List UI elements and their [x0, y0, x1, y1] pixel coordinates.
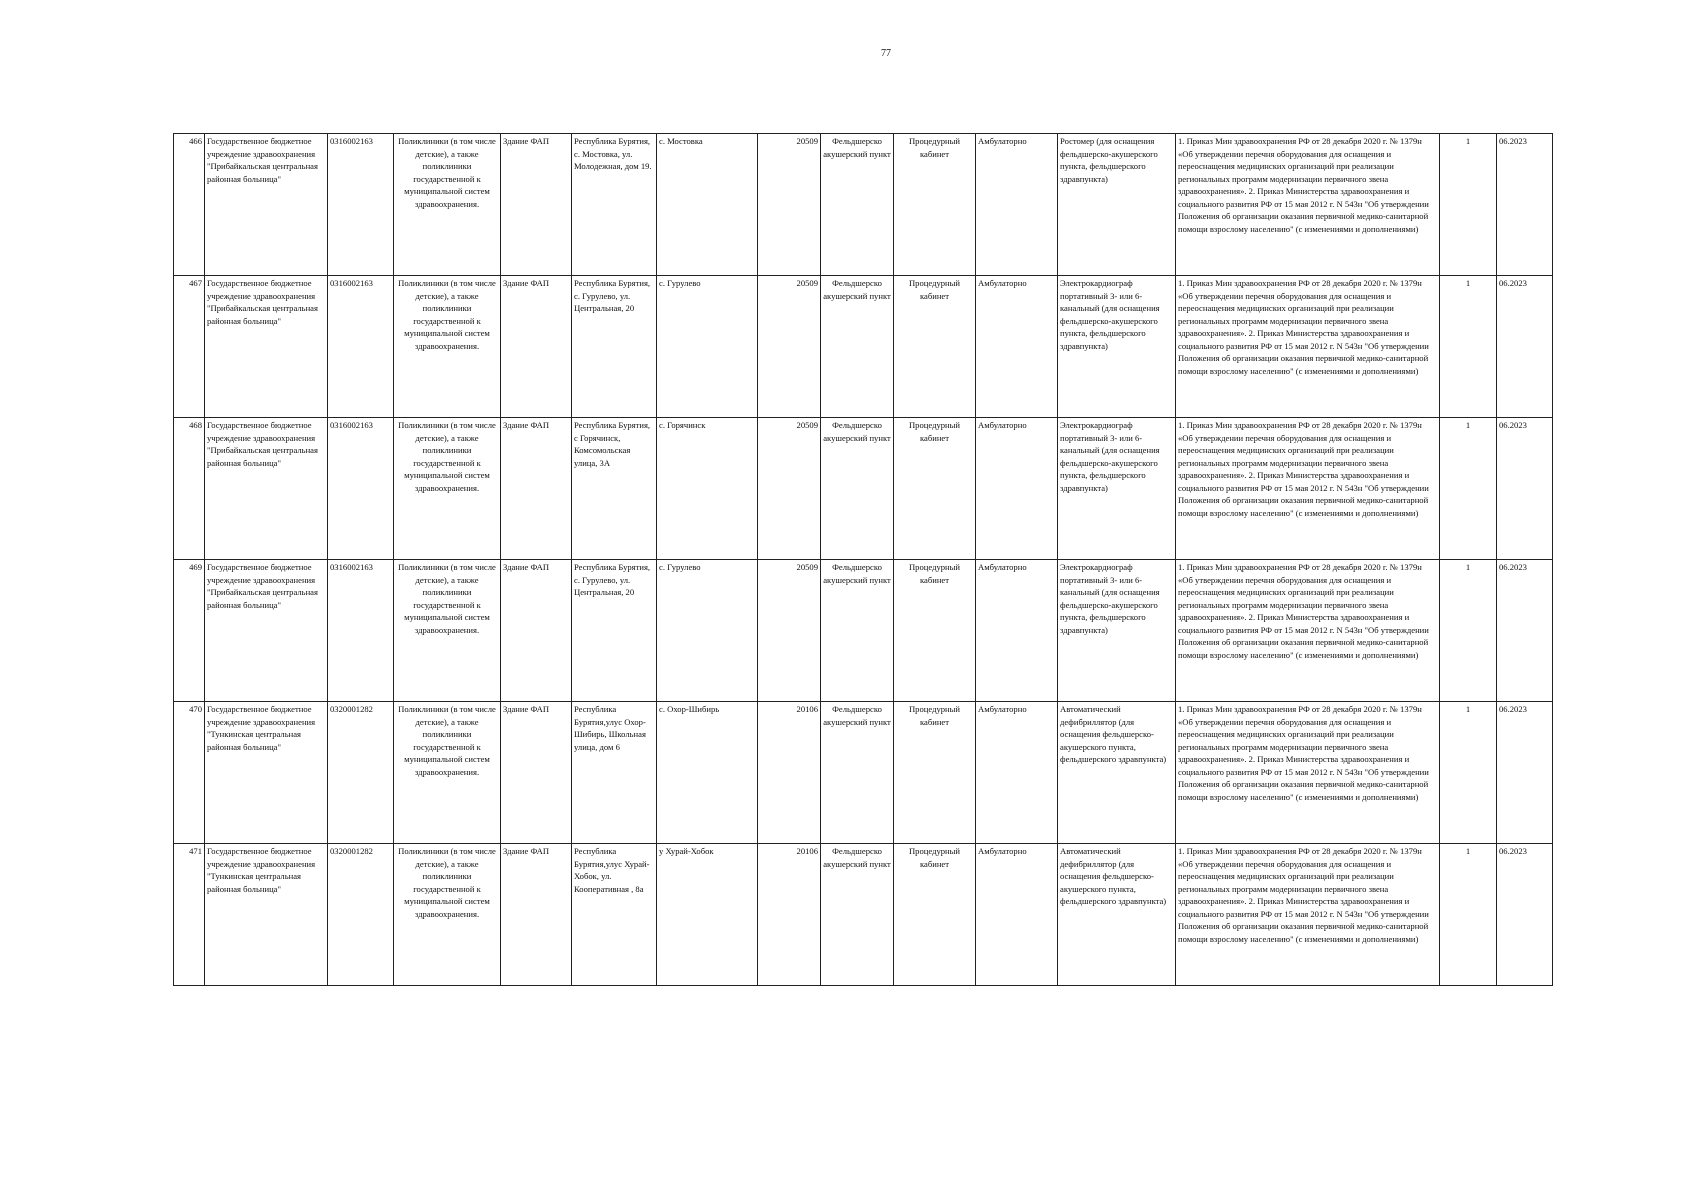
room: Процедурный кабинет: [894, 418, 976, 560]
inn: 0320001282: [328, 844, 394, 986]
care-form: Амбулаторно: [976, 702, 1058, 844]
legal-basis: 1. Приказ Мин здравоохранения РФ от 28 декабря 2020 г. № 1379н «Об утверждении перечня оборудования для оснащения и переоснащения медицинских организаций при реализации региональных программ модернизации первичного звена здравоохранения». 2. Приказ Министерства здравоохранения и социального развития РФ от 15 мая 2012 г. N 543н "Об утверждении Положения об организации оказания первичной медико-санитарной помощи взрослому населению" (с изменениями и дополнениями): [1176, 844, 1440, 986]
settlement: у Хурай-Хобок: [657, 844, 758, 986]
building: Здание ФАП: [501, 560, 572, 702]
care-form: Амбулаторно: [976, 276, 1058, 418]
address: Республика Бурятия,улус Охор-Шибирь, Школьная улица, дом 6: [572, 702, 657, 844]
care-form: Амбулаторно: [976, 560, 1058, 702]
equipment: Электрокардиограф портативный 3- или 6-канальный (для оснащения фельдшерско-акушерского пункта, фельдшерского здравпункта): [1058, 560, 1176, 702]
facility-type: Поликлиники (в том числе детские), а также поликлиники государственной к муниципальной систем здравоохранения.: [394, 276, 501, 418]
row-number: 466: [174, 134, 205, 276]
table-row: [174, 276, 1553, 418]
inn: 0316002163: [328, 134, 394, 276]
room: Процедурный кабинет: [894, 844, 976, 986]
date: 06.2023: [1497, 702, 1553, 844]
equipment: Ростомер (для оснащения фельдшерско-акушерского пункта, фельдшерского здравпункта): [1058, 134, 1176, 276]
unit: Фельдшерско акушерский пункт: [821, 134, 894, 276]
address: Республика Бурятия, с Горячинск, Комсомольская улица, 3А: [572, 418, 657, 560]
table-row: [174, 418, 1553, 560]
inn: 0320001282: [328, 702, 394, 844]
facility-type: Поликлиники (в том числе детские), а также поликлиники государственной к муниципальной систем здравоохранения.: [394, 844, 501, 986]
row-number: 471: [174, 844, 205, 986]
facility-type: Поликлиники (в том числе детские), а также поликлиники государственной к муниципальной систем здравоохранения.: [394, 560, 501, 702]
table-row: [174, 844, 1553, 986]
inn: 0316002163: [328, 276, 394, 418]
row-number: 470: [174, 702, 205, 844]
page-number: 77: [881, 48, 891, 59]
quantity: 1: [1440, 134, 1497, 276]
inn: 0316002163: [328, 560, 394, 702]
care-form: Амбулаторно: [976, 844, 1058, 986]
legal-basis: 1. Приказ Мин здравоохранения РФ от 28 декабря 2020 г. № 1379н «Об утверждении перечня оборудования для оснащения и переоснащения медицинских организаций при реализации региональных программ модернизации первичного звена здравоохранения». 2. Приказ Министерства здравоохранения и социального развития РФ от 15 мая 2012 г. N 543н "Об утверждении Положения об организации оказания первичной медико-санитарной помощи взрослому населению" (с изменениями и дополнениями): [1176, 134, 1440, 276]
care-form: Амбулаторно: [976, 134, 1058, 276]
code: 20509: [758, 134, 821, 276]
room: Процедурный кабинет: [894, 276, 976, 418]
facility-type: Поликлиники (в том числе детские), а также поликлиники государственной к муниципальной систем здравоохранения.: [394, 418, 501, 560]
organization-name: Государственное бюджетное учреждение здравоохранения "Тункинская центральная районная больница": [205, 844, 328, 986]
address: Республика Бурятия, с. Мостовка, ул. Молодежная, дом 19.: [572, 134, 657, 276]
code: 20106: [758, 844, 821, 986]
code: 20509: [758, 560, 821, 702]
address: Республика Бурятия, с. Гурулево, ул. Центральная, 20: [572, 276, 657, 418]
unit: Фельдшерско акушерский пункт: [821, 418, 894, 560]
row-number: 467: [174, 276, 205, 418]
room: Процедурный кабинет: [894, 702, 976, 844]
code: 20106: [758, 702, 821, 844]
equipment: Электрокардиограф портативный 3- или 6-канальный (для оснащения фельдшерско-акушерского пункта, фельдшерского здравпункта): [1058, 276, 1176, 418]
settlement: с. Гурулево: [657, 276, 758, 418]
equipment-registry-table: [173, 133, 1553, 986]
organization-name: Государственное бюджетное учреждение здравоохранения "Прибайкальская центральная районная больница": [205, 276, 328, 418]
row-number: 469: [174, 560, 205, 702]
organization-name: Государственное бюджетное учреждение здравоохранения "Прибайкальская центральная районная больница": [205, 418, 328, 560]
settlement: с. Мостовка: [657, 134, 758, 276]
unit: Фельдшерско акушерский пункт: [821, 276, 894, 418]
legal-basis: 1. Приказ Мин здравоохранения РФ от 28 декабря 2020 г. № 1379н «Об утверждении перечня оборудования для оснащения и переоснащения медицинских организаций при реализации региональных программ модернизации первичного звена здравоохранения». 2. Приказ Министерства здравоохранения и социального развития РФ от 15 мая 2012 г. N 543н "Об утверждении Положения об организации оказания первичной медико-санитарной помощи взрослому населению" (с изменениями и дополнениями): [1176, 418, 1440, 560]
unit: Фельдшерско акушерский пункт: [821, 702, 894, 844]
building: Здание ФАП: [501, 134, 572, 276]
table-row: [174, 134, 1553, 276]
legal-basis: 1. Приказ Мин здравоохранения РФ от 28 декабря 2020 г. № 1379н «Об утверждении перечня оборудования для оснащения и переоснащения медицинских организаций при реализации региональных программ модернизации первичного звена здравоохранения». 2. Приказ Министерства здравоохранения и социального развития РФ от 15 мая 2012 г. N 543н "Об утверждении Положения об организации оказания первичной медико-санитарной помощи взрослому населению" (с изменениями и дополнениями): [1176, 560, 1440, 702]
settlement: с. Охор-Шибирь: [657, 702, 758, 844]
settlement: с. Горячинск: [657, 418, 758, 560]
organization-name: Государственное бюджетное учреждение здравоохранения "Прибайкальская центральная районная больница": [205, 560, 328, 702]
unit: Фельдшерско акушерский пункт: [821, 560, 894, 702]
quantity: 1: [1440, 276, 1497, 418]
facility-type: Поликлиники (в том числе детские), а также поликлиники государственной к муниципальной систем здравоохранения.: [394, 702, 501, 844]
code: 20509: [758, 418, 821, 560]
quantity: 1: [1440, 844, 1497, 986]
table-row: [174, 702, 1553, 844]
date: 06.2023: [1497, 134, 1553, 276]
facility-type: Поликлиники (в том числе детские), а также поликлиники государственной к муниципальной систем здравоохранения.: [394, 134, 501, 276]
care-form: Амбулаторно: [976, 418, 1058, 560]
unit: Фельдшерско акушерский пункт: [821, 844, 894, 986]
address: Республика Бурятия,улус Хурай- Хобок, ул. Кооперативная , 8а: [572, 844, 657, 986]
row-number: 468: [174, 418, 205, 560]
date: 06.2023: [1497, 844, 1553, 986]
date: 06.2023: [1497, 276, 1553, 418]
code: 20509: [758, 276, 821, 418]
address: Республика Бурятия, с. Гурулево, ул. Центральная, 20: [572, 560, 657, 702]
settlement: с. Гурулево: [657, 560, 758, 702]
building: Здание ФАП: [501, 702, 572, 844]
legal-basis: 1. Приказ Мин здравоохранения РФ от 28 декабря 2020 г. № 1379н «Об утверждении перечня оборудования для оснащения и переоснащения медицинских организаций при реализации региональных программ модернизации первичного звена здравоохранения». 2. Приказ Министерства здравоохранения и социального развития РФ от 15 мая 2012 г. N 543н "Об утверждении Положения об организации оказания первичной медико-санитарной помощи взрослому населению" (с изменениями и дополнениями): [1176, 702, 1440, 844]
quantity: 1: [1440, 418, 1497, 560]
inn: 0316002163: [328, 418, 394, 560]
quantity: 1: [1440, 702, 1497, 844]
organization-name: Государственное бюджетное учреждение здравоохранения "Тункинская центральная районная больница": [205, 702, 328, 844]
equipment: Электрокардиограф портативный 3- или 6-канальный (для оснащения фельдшерско-акушерского пункта, фельдшерского здравпункта): [1058, 418, 1176, 560]
building: Здание ФАП: [501, 276, 572, 418]
room: Процедурный кабинет: [894, 560, 976, 702]
table-row: [174, 560, 1553, 702]
quantity: 1: [1440, 560, 1497, 702]
legal-basis: 1. Приказ Мин здравоохранения РФ от 28 декабря 2020 г. № 1379н «Об утверждении перечня оборудования для оснащения и переоснащения медицинских организаций при реализации региональных программ модернизации первичного звена здравоохранения». 2. Приказ Министерства здравоохранения и социального развития РФ от 15 мая 2012 г. N 543н "Об утверждении Положения об организации оказания первичной медико-санитарной помощи взрослому населению" (с изменениями и дополнениями): [1176, 276, 1440, 418]
building: Здание ФАП: [501, 418, 572, 560]
equipment: Автоматический дефибриллятор (для оснащения фельдшерско-акушерского пункта, фельдшерского здравпункта): [1058, 702, 1176, 844]
date: 06.2023: [1497, 560, 1553, 702]
room: Процедурный кабинет: [894, 134, 976, 276]
date: 06.2023: [1497, 418, 1553, 560]
building: Здание ФАП: [501, 844, 572, 986]
equipment: Автоматический дефибриллятор (для оснащения фельдшерско-акушерского пункта, фельдшерского здравпункта): [1058, 844, 1176, 986]
organization-name: Государственное бюджетное учреждение здравоохранения "Прибайкальская центральная районная больница": [205, 134, 328, 276]
